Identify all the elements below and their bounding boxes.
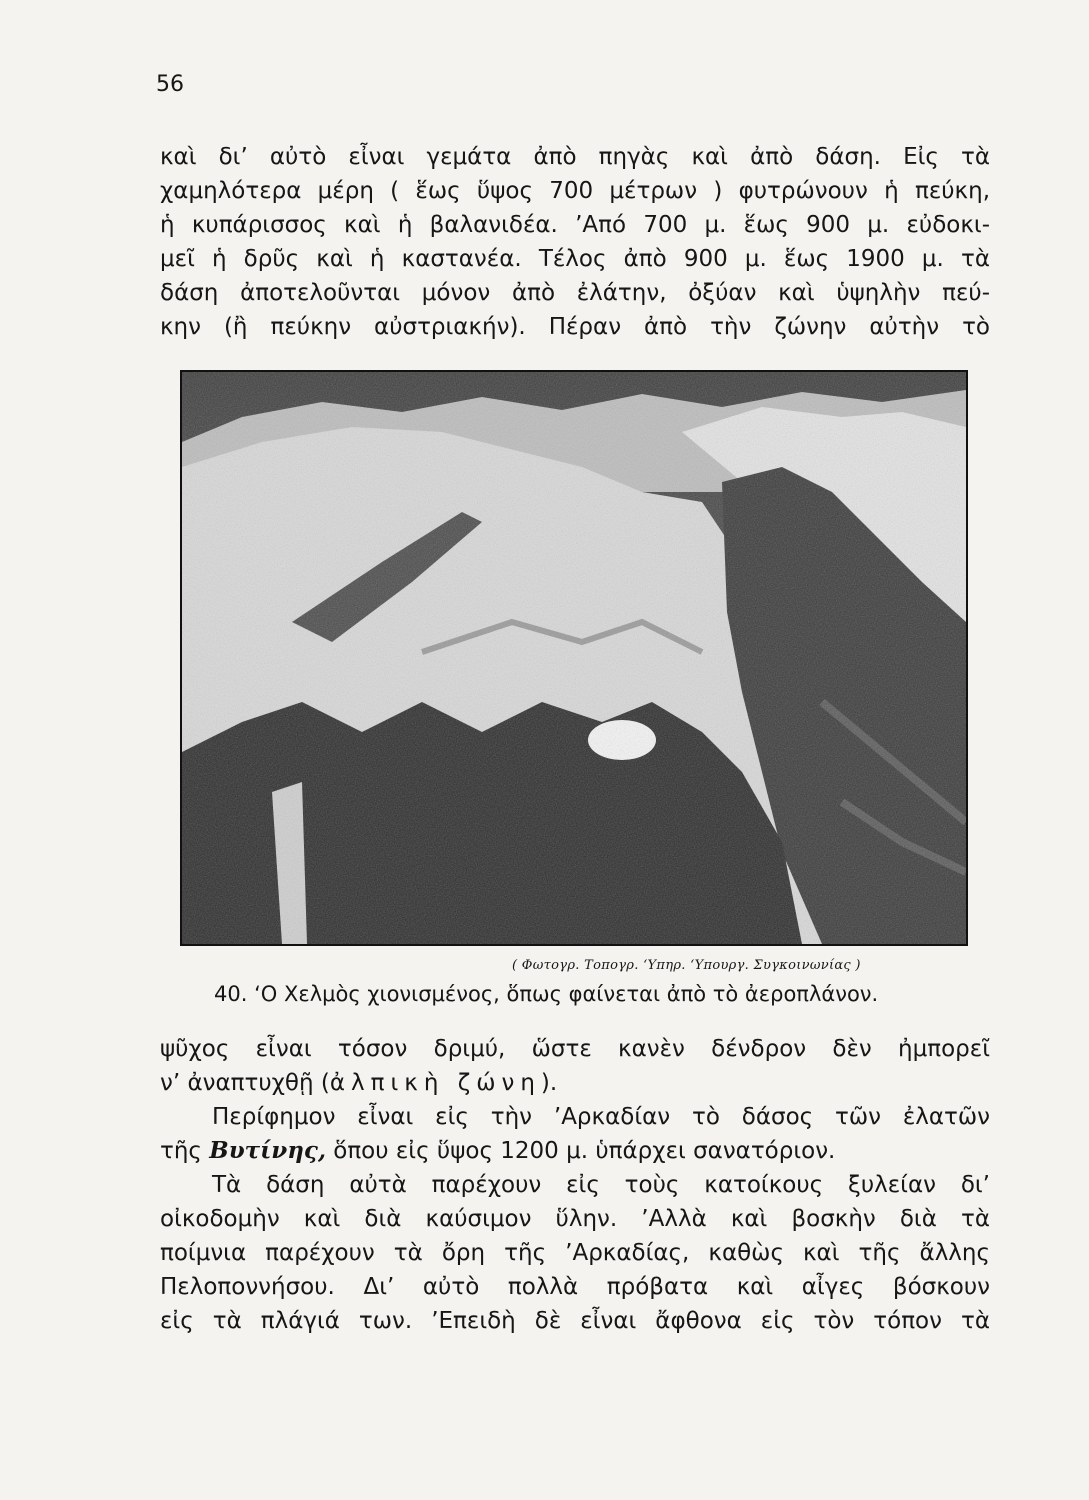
text-line: Περίφημον εἶναι εἰς τὴν ’Αρκαδίαν τὸ δάσος τῶν ἐλατῶν [212, 1104, 990, 1130]
text-line [160, 1066, 990, 1100]
text-line: κην (ἢ πεύκην αὐστριακήν). Πέραν ἀπὸ τὴν ζώνην αὐτὴν τὸ [160, 314, 990, 340]
text-fragment: τῆς [160, 1138, 202, 1164]
text-line: οἰκοδομὴν καὶ διὰ καύσιμον ὕλην. ’Αλλὰ καὶ βοσκὴν διὰ τὰ [160, 1206, 990, 1232]
figure-caption: 40. ‘Ο Χελμὸς χιονισμένος, ὅπως φαίνεται ἀπὸ τὸ ἀεροπλάνον. [214, 982, 879, 1006]
aerial-mountain-illustration [182, 372, 966, 944]
spaced-term: ἀλπικὴ ζώνη [329, 1070, 541, 1096]
text-line: εἰς τὰ πλάγιά των. ’Επειδὴ δὲ εἶναι ἄφθονα εἰς τὸν τόπον τὰ [160, 1308, 990, 1334]
text-line: χαμηλότερα μέρη ( ἕως ὕψος 700 μέτρων ) φυτρώνουν ἡ πεύκη, [160, 178, 990, 204]
text-line: ποίμνια παρέχουν τὰ ὄρη τῆς ’Αρκαδίας, καθὼς καὶ τῆς ἄλλης [160, 1240, 990, 1266]
text-fragment: ὅπου εἰς ὕψος 1200 μ. ὑπάρχει σανατόριον. [333, 1138, 836, 1164]
paragraph-vytina-forest [160, 1100, 990, 1168]
mountain-photo [180, 370, 968, 946]
text-line: Τὰ δάση αὐτὰ παρέχουν εἰς τοὺς κατοίκους ξυλείαν δι’ [212, 1172, 990, 1198]
text-fragment: ν’ ἀναπτυχθῇ ( [160, 1070, 330, 1096]
text-line: μεῖ ἡ δρῦς καὶ ἡ καστανέα. Τέλος ἀπὸ 900 μ. ἕως 1900 μ. τὰ [160, 246, 990, 272]
text-line: ψῦχος εἶναι τόσον δριμύ, ὥστε κανὲν δένδρον δὲν ἠμπορεῖ [160, 1036, 990, 1062]
text-line: ἡ κυπάρισσος καὶ ἡ βαλανιδέα. ’Από 700 μ. ἕως 900 μ. εὐδοκι- [160, 212, 990, 238]
place-name: Βυτίνης, [209, 1137, 326, 1164]
text-line [160, 1134, 990, 1168]
paragraph-forest-zones [160, 140, 990, 344]
text-fragment: ). [540, 1070, 558, 1096]
text-line: Πελοποννήσου. Δι’ αὐτὸ πολλὰ πρόβατα καὶ αἶγες βόσκουν [160, 1274, 990, 1300]
text-line: δάση ἀποτελοῦνται μόνον ἀπὸ ἐλάτην, ὀξύαν καὶ ὑψηλὴν πεύ- [160, 280, 990, 306]
photo-credit: ( Φωτογρ. Τοπογρ. ‘Υπηρ. ‘Υπουργ. Συγκοινωνίας ) [512, 958, 861, 973]
paragraph-forest-uses [160, 1168, 990, 1338]
paragraph-alpine-zone [160, 1032, 990, 1100]
text-line: καὶ δι’ αὐτὸ εἶναι γεμάτα ἀπὸ πηγὰς καὶ ἀπὸ δάση. Εἰς τὰ [160, 144, 990, 170]
page-number: 56 [156, 72, 184, 97]
